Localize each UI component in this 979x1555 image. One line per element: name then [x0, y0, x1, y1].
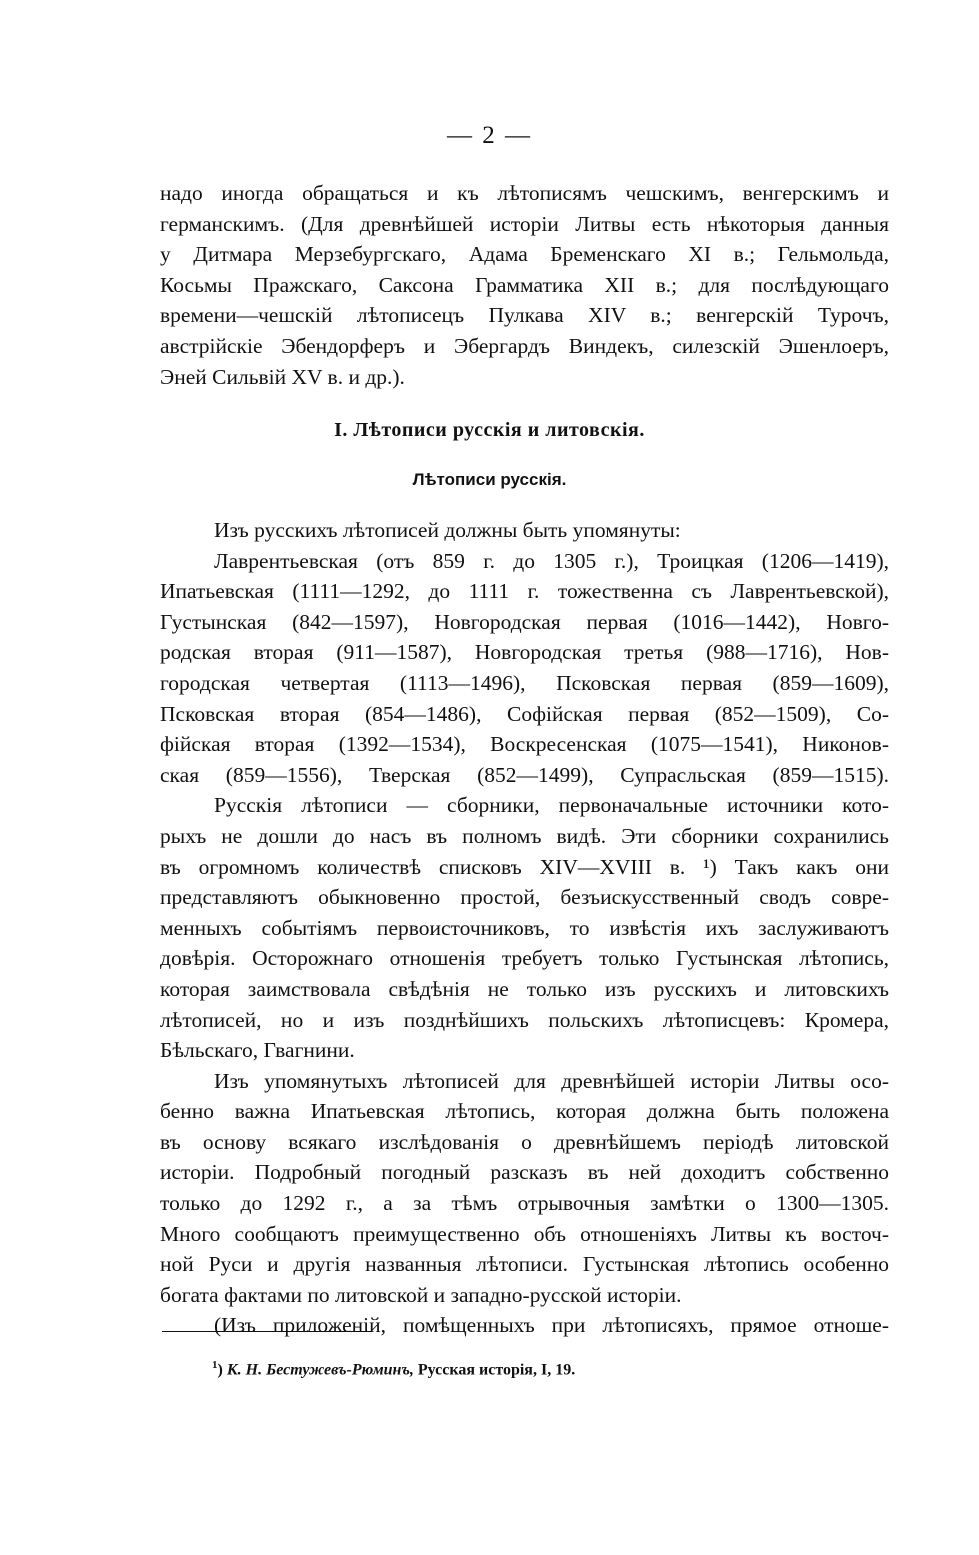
text-line: германскимъ. (Для древнѣйшей исторіи Литвы есть нѣкоторыя данныя: [160, 211, 889, 236]
intro-paragraph: [160, 178, 889, 392]
text-line: родская вторая (911—1587), Новгородская третья (988—1716), Нов-: [160, 640, 889, 665]
text-line: менныхъ событіямъ первоисточниковъ, то извѣстія ихъ заслуживаютъ: [160, 915, 889, 940]
text-line: Много сообщаютъ преимущественно объ отношеніяхъ Литвы къ восточ-: [160, 1221, 889, 1246]
section-heading: I. Лѣтописи русскія и литовскія.: [334, 419, 645, 441]
text-line: времени—чешскій лѣтописецъ Пулкава XIV в.; венгерскій Турочъ,: [160, 303, 889, 328]
text-line: Псковская вторая (854—1486), Софійская первая (852—1509), Со-: [160, 701, 889, 726]
text-line: исторіи. Подробный погодный разсказъ въ ней доходитъ собственно: [160, 1160, 889, 1185]
text-line: богата фактами по литовской и западно-русской исторіи.: [160, 1282, 682, 1307]
text-line: лѣтописей, но и изъ позднѣйшихъ польскихъ лѣтописцевъ: Кромера,: [160, 1007, 889, 1032]
text-line: Густынская (842—1597), Новгородская первая (1016—1442), Новго-: [160, 609, 889, 634]
text-line: довѣрія. Осторожнаго отношенія требуетъ только Густынская лѣтопись,: [160, 946, 889, 971]
text-line: Русскія лѣтописи — сборники, первоначальные источники кото-: [214, 793, 889, 818]
page-number: — 2 —: [447, 122, 532, 149]
text-line: фійская вторая (1392—1534), Воскресенская (1075—1541), Никонов-: [160, 732, 889, 757]
text-line: городская четвертая (1113—1496), Псковская первая (859—1609),: [160, 670, 889, 695]
subsection-heading: Лѣтописи русскія.: [412, 470, 567, 489]
text-line: въ огромномъ количествѣ списковъ XIV—XVIII в. ¹) Такъ какъ они: [160, 854, 889, 879]
text-line: представляютъ обыкновенно простой, безъискусственный сводъ совре-: [160, 885, 889, 910]
text-line: Бѣльскаго, Гвагнини.: [160, 1038, 355, 1063]
text-line: (Изъ приложеній, помѣщенныхъ при лѣтописяхъ, прямое отноше-: [214, 1313, 889, 1338]
text-line: Ипатьевская (1111—1292, до 1111 г. тожественна съ Лаврентьевской),: [160, 579, 889, 604]
text-line: Косьмы Пражскаго, Саксона Грамматика XII в.; для послѣдующаго: [160, 272, 889, 297]
text-line: ной Руси и другія названныя лѣтописи. Густынская лѣтопись особенно: [160, 1252, 889, 1277]
footnote-divider: [162, 1331, 372, 1332]
text-line: Изъ упомянутыхъ лѣтописей для древнѣйшей исторіи Литвы осо-: [214, 1068, 889, 1093]
text-line: Эней Сильвій XV в. и др.).: [160, 364, 405, 389]
text-line: австрійскіе Эбендорферъ и Эбергардъ Виндекъ, силезскій Эшенлоеръ,: [160, 333, 889, 358]
text-line: рыхъ не дошли до насъ въ полномъ видѣ. Эти сборники сохранились: [160, 823, 889, 848]
text-line: надо иногда обращаться и къ лѣтописямъ чешскимъ, венгерскимъ и: [160, 181, 889, 205]
text-line: въ основу всякаго изслѣдованія о древнѣйшемъ періодѣ литовской: [160, 1129, 889, 1154]
text-line: Изъ русскихъ лѣтописей должны быть упомянуты:: [214, 518, 681, 542]
footnote-marker: 1: [212, 1359, 218, 1371]
text-line: которая заимствовала свѣдѣнія не только изъ русскихъ и литовскихъ: [160, 976, 889, 1001]
footnote-author: К. Н. Бестужевъ-Рюминъ,: [226, 1361, 414, 1379]
text-line: у Дитмара Мерзебургскаго, Адама Бременскаго XI в.; Гельмольда,: [160, 242, 889, 267]
text-line: только до 1292 г., а за тѣмъ отрывочныя замѣтки о 1300—1305.: [160, 1191, 889, 1216]
footnote: $^1$) К. Н. Бестужевъ-Рюминъ, Русская исторія, I, 19.: [212, 1359, 576, 1379]
text-line: Лаврентьевская (отъ 859 г. до 1305 г.), Троицкая (1206—1419),: [214, 548, 889, 573]
footnote-text: Русская исторія, I, 19.: [417, 1361, 576, 1379]
text-line: бенно важна Ипатьевская лѣтопись, которая должна быть положена: [160, 1099, 889, 1124]
body-text: [160, 515, 889, 1341]
text-line: ская (859—1556), Тверская (852—1499), Супрасльская (859—1515).: [160, 762, 889, 787]
